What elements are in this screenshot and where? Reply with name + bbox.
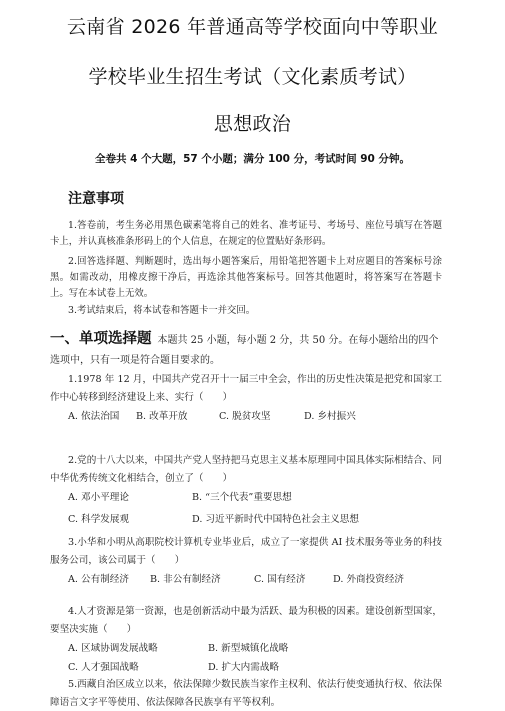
question-stem: 2.党的十八大以来，中国共产党人坚持把马克思主义基本原理同中国具体实际相结合、同中华优秀传统文化相结合，创立了（ ） (50, 455, 442, 484)
option: A. 邓小平理论 (68, 492, 129, 503)
section-title: 一、单项选择题 (50, 331, 152, 347)
option: C. 人才强国战略 (68, 662, 139, 673)
option: D. 外商投资经济 (333, 574, 405, 585)
option: D. 习近平新时代中国特色社会主义思想 (192, 514, 359, 525)
option: D. 乡村振兴 (304, 411, 356, 422)
section-header (50, 329, 442, 371)
question-stem: 4.人才资源是第一资源，也是创新活动中最为活跃、最为积极的因素。建设创新型国家，要坚决实施（ ） (50, 606, 442, 635)
question-stem: 1.1978 年 12 月，中国共产党召开十一届三中全会，作出的历史性决策是把党和国家工作中心转移到经济建设上来、实行（ ） (50, 374, 442, 403)
exam-title-line1: 云南省 2026 年普通高等学校面向中等职业 (66, 16, 439, 38)
notice-item: 1.答卷前，考生务必用黑色碳素笔将自己的姓名、准考证号、考场号、座位号填写在答题卡上，并认真核准条形码上的个人信息，在规定的位置贴好条形码。 (50, 220, 442, 247)
exam-subject: 思想政治 (213, 113, 292, 135)
option: C. 科学发展观 (68, 514, 130, 525)
option: B. “三个代表”重要思想 (192, 492, 292, 503)
notice-item: 2.回答选择题、判断题时，选出每小题答案后，用铅笔把答题卡上对应题目的答案标号涂黑。如需改动，用橡皮擦干净后，再选涂其他答案标号。回答其他题时，将答案写在答题卡上。写在本试卷上无效。 (50, 256, 442, 299)
option: A. 公有制经济 (68, 574, 129, 585)
notice-heading: 注意事项 (68, 191, 124, 207)
option: A. 依法治国 (68, 411, 120, 422)
question-stem: 3.小华和小明从高职院校计算机专业毕业后，成立了一家提供 AI 技术服务等业务的科技服务公司，该公司属于（ ） (50, 537, 442, 566)
exam-title-line2: 学校毕业生招生考试（文化素质考试） (88, 66, 417, 88)
option: A. 区域协调发展战略 (68, 643, 158, 654)
section-intro: 本题共 25 小题，每小题 2 分，共 50 分。在每小题给出的四个选项中，只有一项是符合题目要求的。 (50, 335, 439, 366)
option: C. 国有经济 (254, 574, 306, 585)
exam-info: 全卷共 4 个大题，57 个小题；满分 100 分，考试时间 90 分钟。 (94, 153, 411, 165)
option: B. 非公有制经济 (150, 574, 221, 585)
option: B. 改革开放 (136, 411, 188, 422)
question-stem: 5.西藏自治区成立以来，依法保障少数民族当家作主权利、依法行使变通执行权、依法保障语言文字平等使用、依法保障各民族享有平等权利。 (50, 679, 442, 708)
option: C. 脱贫攻坚 (219, 411, 271, 422)
notice-item: 3.考试结束后，将本试卷和答题卡一并交回。 (68, 305, 256, 316)
option: D. 扩大内需战略 (208, 662, 280, 673)
option: B. 新型城镇化战略 (208, 643, 289, 654)
